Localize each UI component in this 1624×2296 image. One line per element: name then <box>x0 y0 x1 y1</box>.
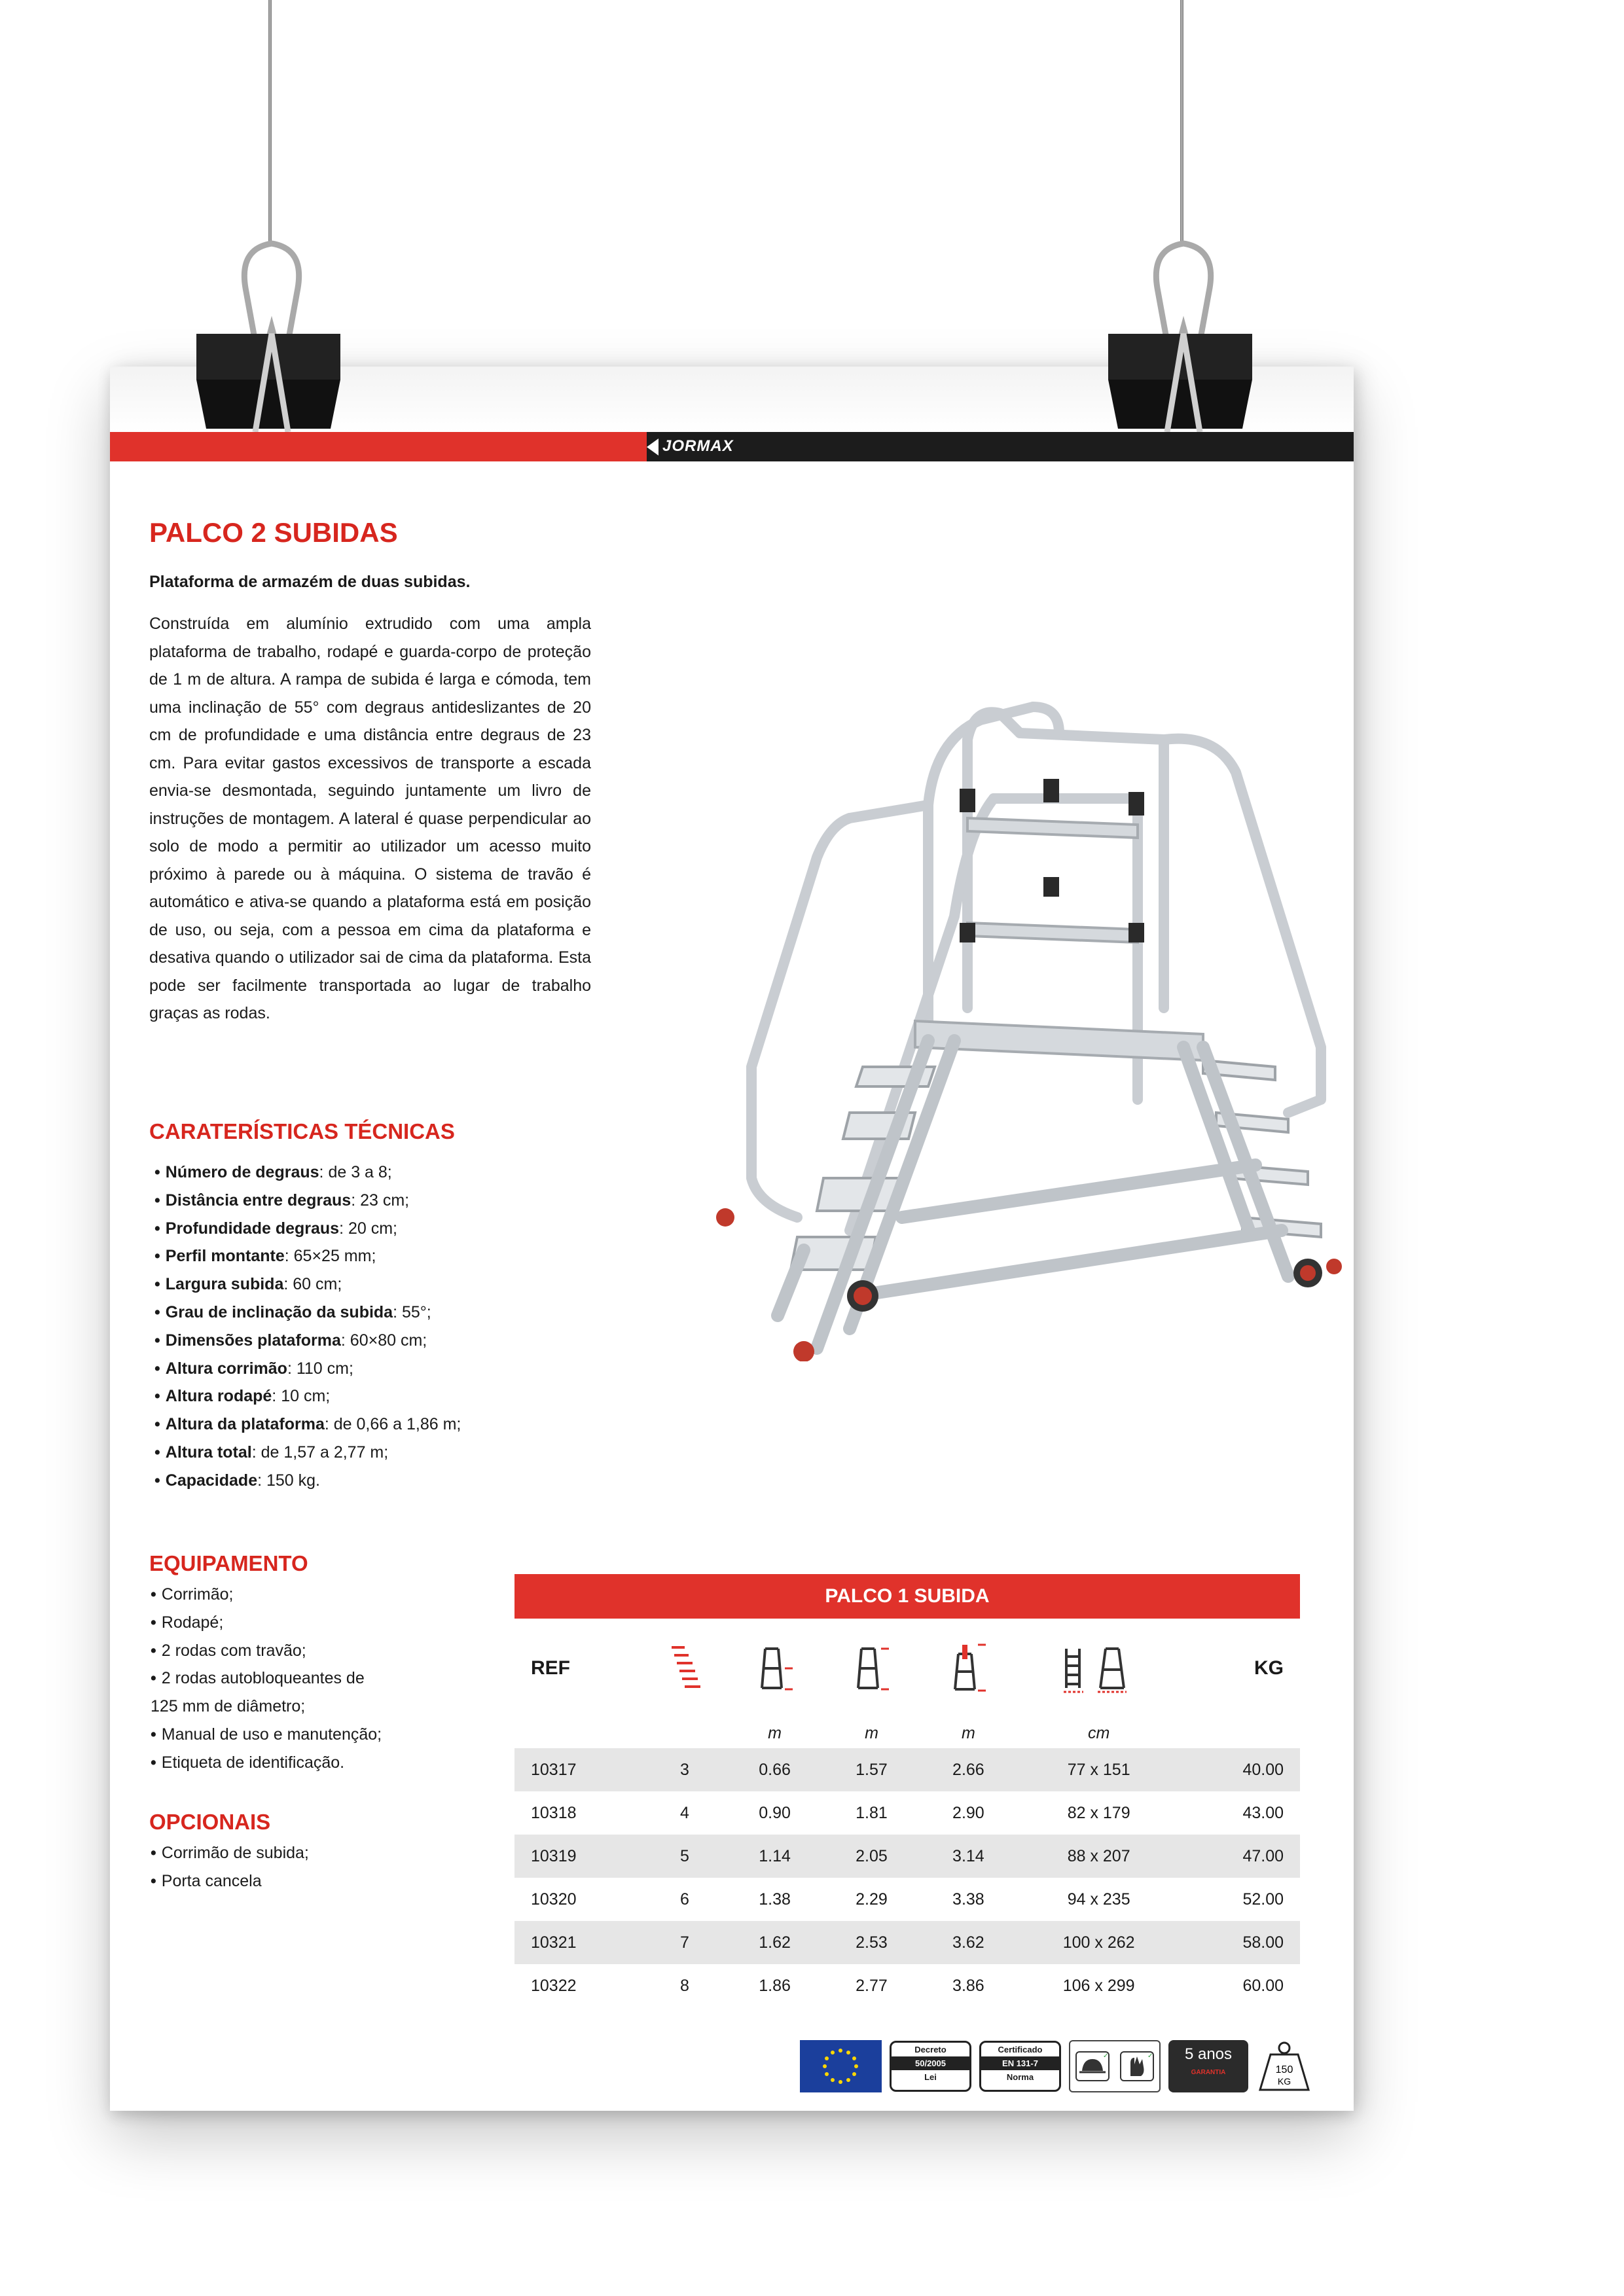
options-title: OPCIONAIS <box>149 1810 271 1834</box>
cell-dimensions: 106 x 299 <box>1062 1976 1135 1995</box>
table-row <box>514 1878 1300 1921</box>
working-height-header <box>920 1619 1017 1718</box>
specs-title: CARATERÍSTICAS TÉCNICAS <box>149 1119 455 1143</box>
capacity-unit: KG <box>1277 2076 1291 2087</box>
cell-total-height: 1.81 <box>856 1803 888 1822</box>
spec-value: : 150 kg. <box>257 1471 321 1490</box>
spec-item <box>151 1187 609 1215</box>
spec-item <box>151 1410 609 1439</box>
unit-working-height: m <box>961 1723 975 1742</box>
total-height-icon <box>848 1642 894 1695</box>
cell-steps: 5 <box>643 1835 726 1878</box>
models-table <box>514 1619 1300 2007</box>
equipment-item: • 2 rodas autobloqueantes de <box>151 1664 382 1693</box>
spec-value: : 65×25 mm; <box>284 1247 376 1266</box>
equipment-item: • Rodapé; <box>151 1609 382 1637</box>
decreto-number: 50/2005 <box>892 2056 969 2070</box>
cell-ref: 10318 <box>531 1803 577 1822</box>
spec-item <box>151 1215 609 1243</box>
certification-badges <box>800 2040 1312 2092</box>
cell-dimensions: 82 x 179 <box>1067 1803 1130 1822</box>
models-table-body <box>514 1748 1300 2007</box>
cell-steps: 7 <box>643 1921 726 1964</box>
header-band-black <box>647 432 1354 461</box>
spec-value: : 23 cm; <box>351 1191 410 1210</box>
table-row <box>514 1835 1300 1878</box>
spec-label: Altura da plataforma <box>165 1415 325 1434</box>
units-row <box>514 1718 1300 1748</box>
cell-weight: 52.00 <box>1242 1890 1284 1909</box>
kg-header: KG <box>1254 1657 1284 1679</box>
eu-stars-icon <box>800 2040 882 2092</box>
cell-platform-height: 1.14 <box>727 1835 823 1878</box>
professional-use-badge <box>1069 2040 1161 2092</box>
header-band-red <box>110 432 647 461</box>
platform-ladder-image <box>627 641 1445 1361</box>
eu-flag-icon <box>800 2040 882 2092</box>
spec-value: : de 3 a 8; <box>319 1163 392 1181</box>
spec-item <box>151 1355 609 1383</box>
table-row <box>514 1964 1300 2007</box>
svg-text:✓: ✓ <box>1147 2053 1153 2060</box>
equipment-item: 125 mm de diâmetro; <box>151 1697 306 1716</box>
certificado-type: Norma <box>1006 2072 1034 2082</box>
spec-label: Altura corrimão <box>165 1359 287 1378</box>
steps-icon <box>665 1642 704 1695</box>
unit-dimensions: cm <box>1088 1723 1110 1742</box>
cell-working-height: 2.90 <box>952 1803 984 1822</box>
spec-item <box>151 1299 609 1327</box>
table-row <box>514 1791 1300 1835</box>
cell-total-height: 2.53 <box>823 1921 920 1964</box>
svg-text:✓: ✓ <box>1103 2053 1109 2060</box>
cell-working-height: 3.38 <box>952 1890 984 1909</box>
spec-label: Grau de inclinação da subida <box>165 1302 393 1321</box>
platform-height-icon <box>752 1642 798 1695</box>
cell-ref: 10319 <box>514 1835 643 1878</box>
helmet-icon <box>1074 2050 1111 2083</box>
poster-sheet <box>110 367 1354 2111</box>
cell-weight: 47.00 <box>1181 1835 1300 1878</box>
cell-steps: 3 <box>643 1748 726 1791</box>
cell-ref: 10321 <box>514 1921 643 1964</box>
spec-value: : 10 cm; <box>272 1387 331 1406</box>
cell-weight: 40.00 <box>1181 1748 1300 1791</box>
steps-column-header <box>643 1619 726 1718</box>
spec-value: : 60 cm; <box>283 1275 342 1294</box>
spec-label: Distância entre degraus <box>165 1191 352 1210</box>
capacity-weight-icon <box>1256 2040 1312 2092</box>
cell-dimensions: 100 x 262 <box>1017 1921 1181 1964</box>
cell-dimensions: 77 x 151 <box>1017 1748 1181 1791</box>
cell-total-height: 1.57 <box>823 1748 920 1791</box>
cell-platform-height: 1.38 <box>759 1890 791 1909</box>
cell-working-height: 3.86 <box>952 1976 984 1995</box>
warranty-years: 5 anos <box>1184 2045 1233 2063</box>
spec-item <box>151 1270 609 1299</box>
cell-ref: 10317 <box>514 1748 643 1791</box>
brand-logo <box>647 437 734 456</box>
decreto-label: Decreto <box>914 2045 947 2054</box>
spec-item <box>151 1242 609 1270</box>
spec-value: : 55°; <box>393 1302 431 1321</box>
certificado-badge <box>979 2041 1061 2092</box>
ref-header: REF <box>531 1657 570 1679</box>
spec-item <box>151 1467 609 1495</box>
product-description: Construída em alumínio extrudido com uma ampla plataforma de trabalho, rodapé e guarda-corpo de proteção de 1 m de altura. A rampa de subida é larga e cómoda, tem uma inclinação de 55° com degraus antideslizantes de 20 cm de profundidade e uma distância entre degraus de 23 cm. Para evitar gastos excessivos de transporte a escada envia-se desmontada, seguindo juntamente um livro de instruções de montagem. A lateral é quase perpendicular ao solo de modo a permitir ao utilizador um acesso muito próximo à parede ou à máquina. O sistema de travão é automático e ativa-se quando a plataforma está em posição de uso, ou seja, com a pessoa em cima da plataforma e desativa quando o utilizador sai de cima da plataforma. Esta pode ser facilmente transportada ao lugar de trabalho graças as rodas. <box>149 615 591 1022</box>
brand-logo-text: JORMAX <box>662 437 734 455</box>
cell-total-height: 2.05 <box>823 1835 920 1878</box>
spec-label: Altura total <box>165 1443 252 1462</box>
spec-label: Altura rodapé <box>165 1387 272 1406</box>
unit-total-height: m <box>865 1723 878 1742</box>
equipment-item: • Corrimão; <box>151 1581 382 1609</box>
cell-platform-height: 1.86 <box>759 1976 791 1995</box>
spec-label: Dimensões plataforma <box>165 1331 341 1350</box>
spec-value: : de 1,57 a 2,77 m; <box>251 1443 389 1462</box>
spec-item <box>151 1382 609 1410</box>
cell-platform-height: 1.62 <box>727 1921 823 1964</box>
spec-label: Largura subida <box>165 1275 284 1294</box>
models-table-container <box>514 1574 1300 2007</box>
warranty-badge <box>1168 2040 1248 2092</box>
cell-steps: 8 <box>679 1976 689 1995</box>
certificado-label: Certificado <box>998 2045 1043 2054</box>
cell-working-height: 3.62 <box>920 1921 1017 1964</box>
cell-weight: 58.00 <box>1181 1921 1300 1964</box>
unit-cell-empty <box>1181 1718 1300 1748</box>
equipment-item: • 2 rodas com travão; <box>151 1637 382 1665</box>
cell-steps: 6 <box>679 1890 689 1909</box>
cell-steps: 4 <box>679 1803 689 1822</box>
table-row <box>514 1921 1300 1964</box>
equipment-list <box>151 1581 382 1777</box>
product-title: PALCO 2 SUBIDAS <box>149 517 398 548</box>
option-item: • Corrimão de subida; <box>151 1839 309 1867</box>
equipment-title: EQUIPAMENTO <box>149 1551 308 1575</box>
weight-icon <box>1256 2040 1312 2092</box>
cell-dimensions: 94 x 235 <box>1067 1890 1130 1909</box>
spec-value: : 60×80 cm; <box>340 1331 427 1350</box>
cell-working-height: 3.14 <box>920 1835 1017 1878</box>
cell-platform-height: 0.90 <box>759 1803 791 1822</box>
certificado-number: EN 131-7 <box>981 2056 1059 2070</box>
cell-total-height: 2.29 <box>856 1890 888 1909</box>
dimensions-icon <box>1060 1642 1138 1695</box>
equipment-item: • Manual de uso e manutenção; <box>151 1721 382 1749</box>
spec-item <box>151 1439 609 1467</box>
unit-platform-height: m <box>768 1723 782 1742</box>
header-band <box>110 432 1354 461</box>
platform-height-header <box>727 1619 823 1718</box>
dimensions-header <box>1017 1619 1181 1718</box>
hanging-wire-left <box>268 0 272 242</box>
spec-value: : 20 cm; <box>339 1219 397 1238</box>
cell-dimensions: 88 x 207 <box>1017 1835 1181 1878</box>
glove-icon <box>1119 2050 1155 2083</box>
cell-ref: 10322 <box>531 1976 577 1995</box>
binder-clip-right-icon <box>1105 236 1255 432</box>
spec-label: Capacidade <box>165 1471 258 1490</box>
equipment-item: • Etiqueta de identificação. <box>151 1749 382 1777</box>
cell-weight: 60.00 <box>1242 1976 1284 1995</box>
spec-label: Número de degraus <box>165 1163 319 1181</box>
cell-weight: 43.00 <box>1242 1803 1284 1822</box>
decreto-badge <box>890 2041 971 2092</box>
spec-item <box>151 1158 609 1187</box>
table-row <box>514 1748 1300 1791</box>
decreto-type: Lei <box>924 2072 937 2082</box>
spec-item <box>151 1327 609 1355</box>
models-table-title: PALCO 1 SUBIDA <box>514 1574 1300 1619</box>
working-height-icon <box>945 1642 991 1695</box>
total-height-header <box>823 1619 920 1718</box>
cell-ref: 10320 <box>531 1890 577 1909</box>
option-item: • Porta cancela <box>151 1867 309 1895</box>
spec-value: : de 0,66 a 1,86 m; <box>324 1415 461 1434</box>
warranty-label: GARANTIA <box>1191 2069 1226 2076</box>
options-list <box>151 1839 309 1895</box>
cell-working-height: 2.66 <box>920 1748 1017 1791</box>
spec-label: Perfil montante <box>165 1247 285 1266</box>
logo-mark-icon <box>647 439 659 456</box>
product-subtitle: Plataforma de armazém de duas subidas. <box>149 573 471 591</box>
cell-total-height: 2.77 <box>856 1976 888 1995</box>
hanging-wire-right <box>1180 0 1183 242</box>
spec-value: : 110 cm; <box>287 1359 353 1378</box>
unit-cell-empty <box>643 1718 726 1748</box>
spec-label: Profundidade degraus <box>165 1219 340 1238</box>
cell-platform-height: 0.66 <box>727 1748 823 1791</box>
unit-cell-empty <box>514 1718 643 1748</box>
specs-list <box>151 1158 609 1495</box>
binder-clip-left-icon <box>193 236 344 432</box>
capacity-value: 150 <box>1275 2064 1293 2075</box>
table-header-row <box>514 1619 1300 1718</box>
